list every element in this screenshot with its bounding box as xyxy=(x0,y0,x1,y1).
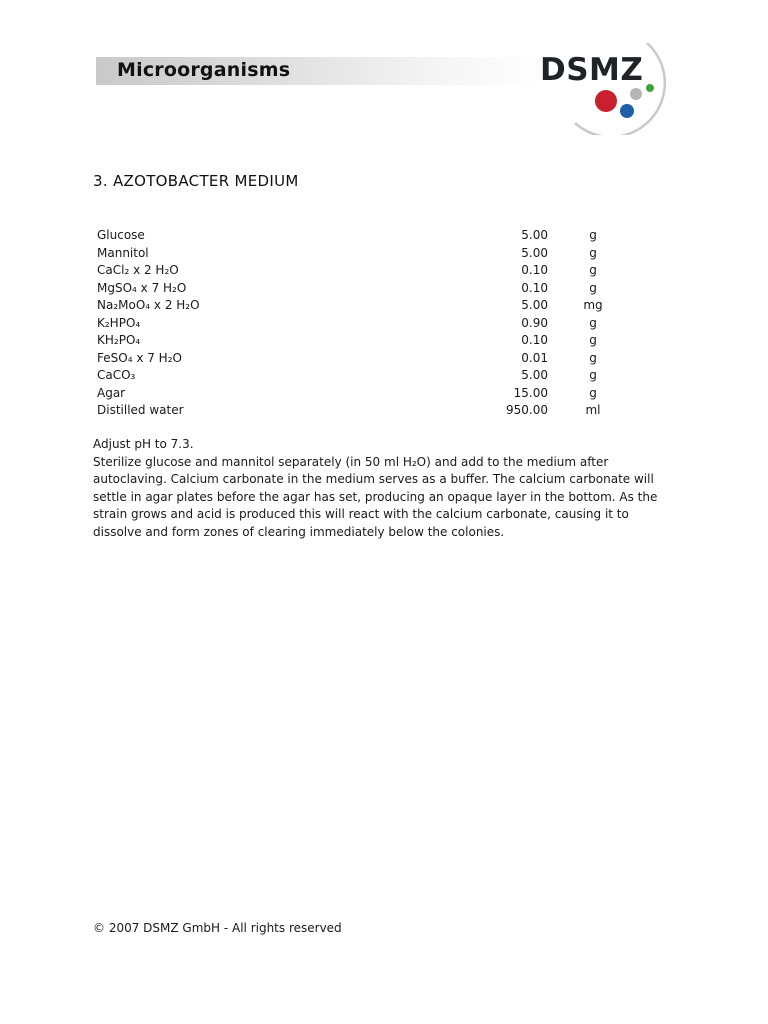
ingredient-name: MgSO₄ x 7 H₂O xyxy=(97,280,187,295)
ingredient-amount: 0.10 xyxy=(521,333,548,347)
ingredient-row xyxy=(97,402,617,420)
logo-green-dot xyxy=(646,84,654,92)
ingredient-amount: 5.00 xyxy=(521,228,548,242)
ingredient-unit: g xyxy=(589,368,597,382)
ingredient-amount: 5.00 xyxy=(521,245,548,260)
preparation-notes xyxy=(93,436,673,541)
ingredient-row xyxy=(97,350,617,368)
logo-red-dot xyxy=(595,90,617,112)
ingredient-amount: 5.00 xyxy=(521,368,548,382)
ingredient-name: Distilled water xyxy=(97,403,184,417)
ingredient-amount: 950.00 xyxy=(506,403,548,417)
ingredients-table xyxy=(97,227,617,420)
ingredient-name: CaCO₃ xyxy=(97,368,136,382)
ingredient-row xyxy=(97,280,617,298)
ingredient-name: Mannitol xyxy=(97,245,149,260)
ingredient-amount: 0.10 xyxy=(521,280,548,295)
ingredient-unit: g xyxy=(589,333,597,347)
sterilization-instructions: Sterilize glucose and mannitol separately (in 50 ml H₂O) and add to the medium after autoclaving. Calcium carbonate in the medium serves as a buffer. The calcium carbonate will settle in agar plates before the agar has set, producing an opaque layer in the bottom. As the strain grows and acid is produced this will react with the calcium carbonate, causing it to dissolve and form zones of clearing immediately below the colonies. xyxy=(93,454,658,539)
ingredient-unit: g xyxy=(589,350,597,365)
ingredient-row xyxy=(97,245,617,263)
ingredient-unit: g xyxy=(589,245,597,260)
ingredient-row xyxy=(97,262,617,280)
logo-blue-dot xyxy=(620,104,634,118)
ingredient-name: KH₂PO₄ xyxy=(97,333,141,347)
ingredient-row xyxy=(97,332,617,350)
ingredient-row xyxy=(97,227,617,245)
ph-instruction: Adjust pH to 7.3. xyxy=(93,437,194,451)
logo-text: DSMZ xyxy=(540,52,644,88)
ingredient-amount: 0.90 xyxy=(521,315,548,330)
ingredient-unit: g xyxy=(589,280,597,295)
ingredient-name: Glucose xyxy=(97,228,145,242)
logo-gray-dot xyxy=(630,88,642,100)
ingredient-name: CaCl₂ x 2 H₂O xyxy=(97,263,179,277)
header-title: Microorganisms xyxy=(117,59,291,81)
ingredient-row xyxy=(97,315,617,333)
ingredient-unit: mg xyxy=(583,298,603,312)
ingredient-amount: 5.00 xyxy=(521,298,548,312)
ingredient-name: Agar xyxy=(97,385,126,400)
ingredient-amount: 0.01 xyxy=(521,350,548,365)
ingredient-unit: g xyxy=(589,315,597,330)
ingredient-unit: g xyxy=(589,263,597,277)
ingredient-unit: g xyxy=(589,228,597,242)
medium-title: 3. AZOTOBACTER MEDIUM xyxy=(93,172,299,190)
ingredient-name: Na₂MoO₄ x 2 H₂O xyxy=(97,298,200,312)
ingredient-name: K₂HPO₄ xyxy=(97,315,141,330)
copyright-footer: © 2007 DSMZ GmbH - All rights reserved xyxy=(93,921,342,935)
ingredient-unit: g xyxy=(589,385,597,400)
ingredient-row xyxy=(97,385,617,403)
ingredient-amount: 0.10 xyxy=(521,263,548,277)
ingredient-unit: ml xyxy=(585,403,601,417)
ingredient-name: FeSO₄ x 7 H₂O xyxy=(97,350,182,365)
ingredient-row xyxy=(97,367,617,385)
ingredient-amount: 15.00 xyxy=(513,385,548,400)
ingredient-row xyxy=(97,297,617,315)
